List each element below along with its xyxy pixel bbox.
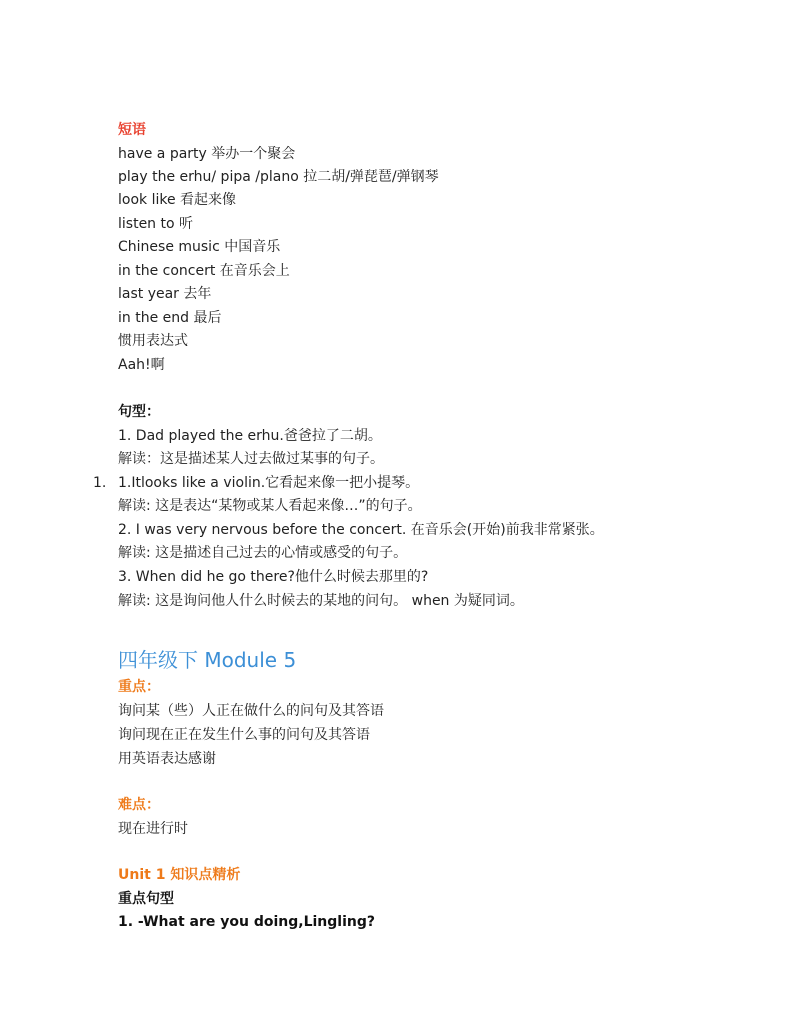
- phrase-line: in the end 最后: [118, 310, 222, 326]
- sentence-line: 1.Itlooks like a violin.它看起来像一把小提琴。: [118, 475, 420, 491]
- sentence-line: 2. I was very nervous before the concert. 在音乐会(开始)前我非常紧张。: [118, 522, 604, 538]
- sentence-line: 3. When did he go there?他什么时候去那里的?: [118, 569, 429, 585]
- phrase-line: play the erhu/ pipa /plano 拉二胡/弹琵琶/弹钢琴: [118, 169, 439, 185]
- explanation-line: 解读: 这是描述自己过去的心情或感受的句子。: [118, 545, 408, 561]
- difficulty-line: 现在进行时: [118, 821, 188, 837]
- phrase-line: look like 看起来像: [118, 192, 237, 208]
- key-point-line: 询问现在正在发生什么事的问句及其答语: [118, 727, 370, 743]
- explanation-line: 解读: 这是询问他人什么时候去的某地的问句。 when 为疑同词。: [118, 593, 524, 609]
- list-number: 1.: [93, 475, 107, 491]
- explanation-line: 解读：这是描述某人过去做过某事的句子。: [118, 451, 384, 467]
- sentence-line: 1. Dad played the erhu.爸爸拉了二胡。: [118, 428, 382, 444]
- key-sentences-heading: 重点句型: [118, 891, 174, 907]
- key-point-line: 用英语表达感谢: [118, 751, 216, 767]
- phrases-heading: 短语: [118, 122, 146, 138]
- key-points-heading: 重点：: [118, 679, 160, 695]
- phrase-line: have a party 举办一个聚会: [118, 146, 296, 162]
- phrase-line: in the concert 在音乐会上: [118, 263, 290, 279]
- module-title: 四年级下 Module 5: [118, 648, 297, 672]
- explanation-line: 解读: 这是表达“某物或某人看起来像…”的句子。: [118, 498, 422, 514]
- difficulty-heading: 难点：: [118, 797, 160, 813]
- key-sentence-line: 1. -What are you doing,Lingling?: [118, 914, 376, 930]
- unit-heading: Unit 1 知识点精析: [118, 867, 241, 883]
- phrase-line: last year 去年: [118, 286, 212, 302]
- sentence-patterns-heading: 句型：: [118, 404, 160, 420]
- phrase-line: Aah!啊: [118, 357, 165, 373]
- phrase-line: listen to 听: [118, 216, 194, 232]
- phrase-line: 惯用表达式: [118, 333, 188, 349]
- key-point-line: 询问某（些）人正在做什么的问句及其答语: [118, 703, 384, 719]
- phrase-line: Chinese music 中国音乐: [118, 239, 281, 255]
